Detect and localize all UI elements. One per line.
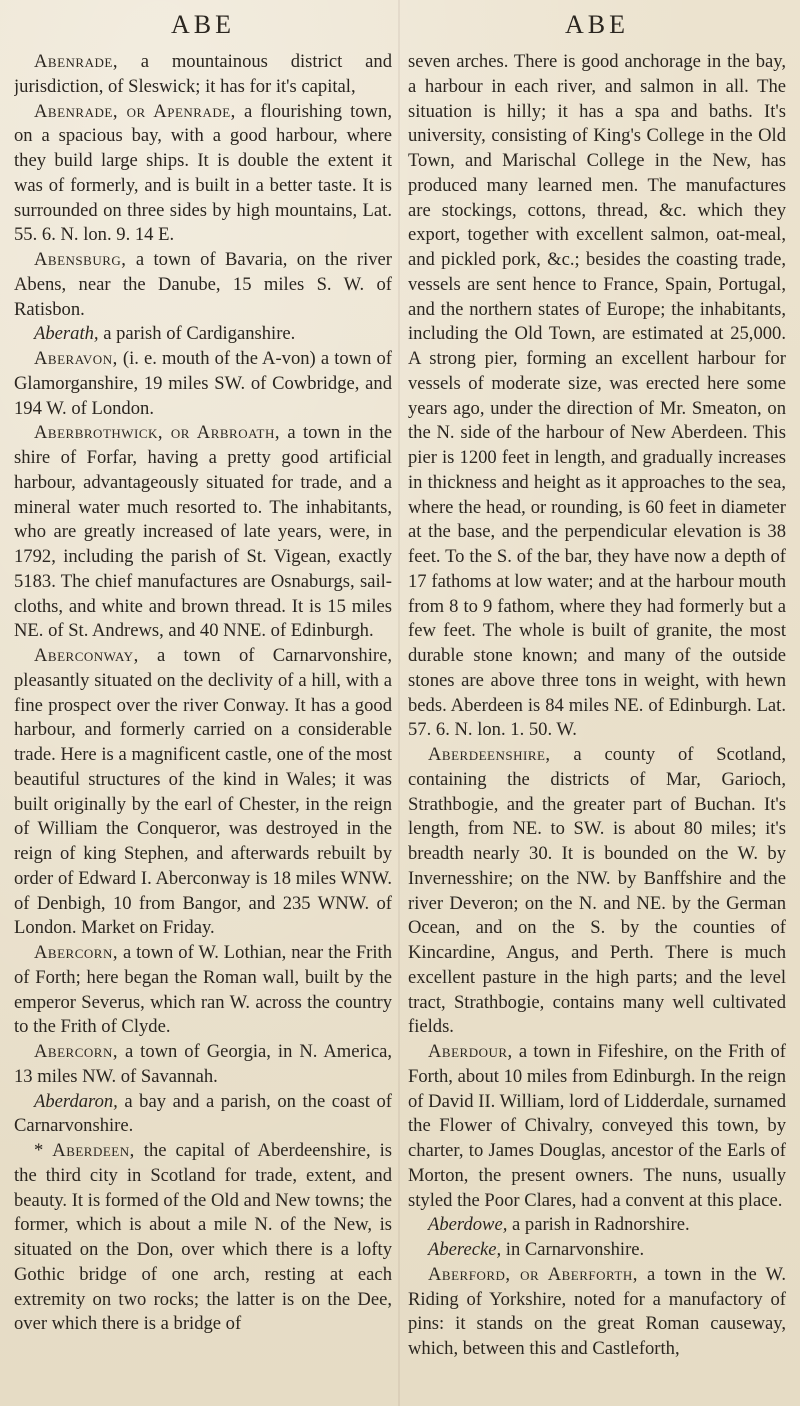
right-column: [408, 0, 786, 1406]
dictionary-entry: [14, 248, 392, 322]
entry-text: a bay and a parish, on the coast of Carnarvonshire.: [14, 1090, 392, 1137]
entry-text: a town of Georgia, in N. America, 13 miles NW. of Savannah.: [14, 1041, 392, 1087]
entry-text: (i. e. mouth of the A-von) a town of Glamorganshire, 19 miles SW. of Cowbridge, and 194 W. of London.: [14, 348, 392, 419]
entry-text: a mountainous district and jurisdiction, of Sleswick; it has for it's capital,: [14, 51, 392, 97]
entry-text: a town of Carnarvonshire, pleasantly situated on the declivity of a hill, with a fine prospect over the river Conway. It has a good harbour, and formerly carried on a considerable trade. Here is a magnificent castle, one of the most beautiful structures of the kind in Wales; it was built originally by the earl of Chester, in the reign of William the Conqueror, was destroyed in the reign of king Stephen, and afterwards rebuilt by order of Edward I. Aberconway is 18 miles WNW. of Denbigh, 10 from Bangor, and 235 WNW. of London. Market on Friday.: [14, 645, 392, 939]
entry-text: a town in the W. Riding of Yorkshire, noted for a manufactory of pins: it stands on the great Roman causeway, which, between this and Castleforth,: [408, 1263, 786, 1359]
entry-text: a parish of Cardiganshire.: [103, 323, 296, 345]
dictionary-entry: [14, 421, 392, 644]
dictionary-entry: [408, 1238, 786, 1263]
dictionary-entry: [14, 1139, 392, 1337]
entry-text: a town in Fifeshire, on the Frith of Forth, about 10 miles from Edinburgh. In the reign of David II. William, lord of Lidderdale, surnamed the Flower of Chivalry, conveyed this town, by charter, to James Douglas, ancestor of the Earls of Morton, the present owners. The nuns, usually styled the Poor Clares, had a convent at this place.: [408, 1041, 786, 1211]
left-column: [14, 0, 392, 1406]
dictionary-entry: [408, 1040, 786, 1213]
dictionary-entry: [14, 644, 392, 941]
dictionary-entry: [14, 347, 392, 421]
entry-headword: Abenrade, or Apenrade,: [34, 100, 236, 122]
right-entries: [408, 50, 786, 1362]
column-gutter: [398, 0, 400, 1406]
entry-headword: Abenrade,: [34, 51, 118, 72]
entry-headword: Aberecke,: [428, 1239, 502, 1260]
dictionary-entry: [14, 322, 392, 347]
entry-text: the capital of Aberdeenshire, is the third city in Scotland for trade, extent, and beauty. It is formed of the Old and New towns; the former, which is about a mile N. of the New, is situated on the Don, over which there is a lofty Gothic bridge of one arch, resting at each extremity on two rocks; the latter is on the Dee, over which there is a bridge of: [14, 1140, 392, 1335]
entry-headword: Abensburg,: [34, 249, 127, 270]
right-running-head: ABE: [565, 10, 629, 39]
entry-text: a county of Scotland, containing the districts of Mar, Garioch, Strathbogie, and the greater part of Buchan. It's length, from NE. to SW. is about 80 miles; it's breadth nearly 30. It is bounded on the W. by Invernesshire; on the NW. by Banffshire and the river Deveron; on the N. and NE. by the German Ocean, and on the S. by the counties of Kincardine, Angus, and Perth. There is much excellent pasture in the high parts; and the level tract, Strathbogie, contains many well cultivated fields.: [408, 744, 786, 1038]
entry-headword: Aberdaron,: [34, 1090, 118, 1112]
entry-headword: * Aberdeen,: [34, 1140, 135, 1161]
entry-headword: Aberford, or Aberforth,: [428, 1263, 638, 1285]
entry-text: seven arches. There is good anchorage in the bay, a harbour in each river, and salmon in all. The situation is hilly; it has a spa and baths. It's university, consisting of King's College in the Old Town, and Marischal College in the New, has produced many learned men. The manufactures are stockings, cottons, thread, &c. which they export, together with excellent salmon, oat-meal, and pickled pork, &c.; besides the coasting trade, vessels are sent hence to France, Spain, Portugal, and the northern states of Europe; the inhabitants, including the Old Town, are estimated at 25,000. A strong pier, forming an excellent harbour for vessels of moderate size, was erected here some years ago, under the direction of Mr. Smeaton, on the N. side of the harbour of New Aberdeen. This pier is 1200 feet in length, and gradually increases in thickness and height as it approaches to the sea, where the head, or rounding, is 60 feet in diameter at the base, and the perpendicular elevation is 38 feet. To the S. of the bar, they have now a depth of 17 fathoms at low water; and at the harbour mouth from 8 to 9 fathom, where they had formerly but a few feet. The whole is built of granite, the most durable stone known; and many of the outside stones are above three tons in weight, with hewn beds. Aberdeen is 84 miles NE. of Edinburgh. Lat. 57. 6. N. lon. 1. 50. W.: [408, 51, 786, 741]
entry-headword: Abercorn,: [34, 942, 118, 963]
entry-headword: Aberdour,: [428, 1041, 513, 1062]
dictionary-entry: [14, 100, 392, 249]
entry-text: in Carnarvonshire.: [505, 1239, 645, 1260]
entry-text: a town of W. Lothian, near the Frith of Forth; here began the Roman wall, built by the emperor Severus, which ran W. across the country to the Frith of Clyde.: [14, 942, 392, 1038]
entry-headword: Aberconway,: [34, 645, 139, 666]
left-running-head: ABE: [171, 10, 235, 39]
dictionary-entry: [408, 1263, 786, 1362]
entry-headword: Aberavon,: [34, 348, 118, 369]
entry-text: a parish in Radnorshire.: [512, 1214, 690, 1236]
entry-headword: Aberath,: [34, 323, 99, 345]
entry-text: a flourishing town, on a spacious bay, with a good harbour, where they build large ships. It is double the extent it was of formerly, and is built in a better taste. It is surrounded on three sides by high mountains, Lat. 55. 6. N. lon. 9. 14 E.: [14, 100, 392, 246]
dictionary-entry: [14, 1040, 392, 1090]
dictionary-entry: [408, 743, 786, 1040]
entry-headword: Aberdeenshire,: [428, 744, 551, 765]
entry-text: a town in the shire of Forfar, having a pretty good artificial harbour, advantageously situated for trade, and a mineral water much resorted to. The inhabitants, who are greatly increased of late years, were, in 1792, including the parish of St. Vigean, exactly 5183. The chief manufactures are Osnaburgs, sail-cloths, and white and brown thread. It is 15 miles NE. of St. Andrews, and 40 NNE. of Edinburgh.: [14, 422, 392, 642]
dictionary-entry: [14, 941, 392, 1040]
entry-headword: Abercorn,: [34, 1041, 118, 1062]
entry-headword: Aberbrothwick, or Arbroath,: [34, 422, 281, 444]
left-entries: [14, 50, 392, 1337]
dictionary-entry: [408, 1213, 786, 1238]
dictionary-entry: [14, 50, 392, 100]
entry-text: a town of Bavaria, on the river Abens, near the Danube, 15 miles S. W. of Ratisbon.: [14, 249, 392, 320]
dictionary-entry: [14, 1090, 392, 1140]
dictionary-entry: [408, 50, 786, 743]
entry-headword: Aberdowe,: [428, 1214, 508, 1236]
